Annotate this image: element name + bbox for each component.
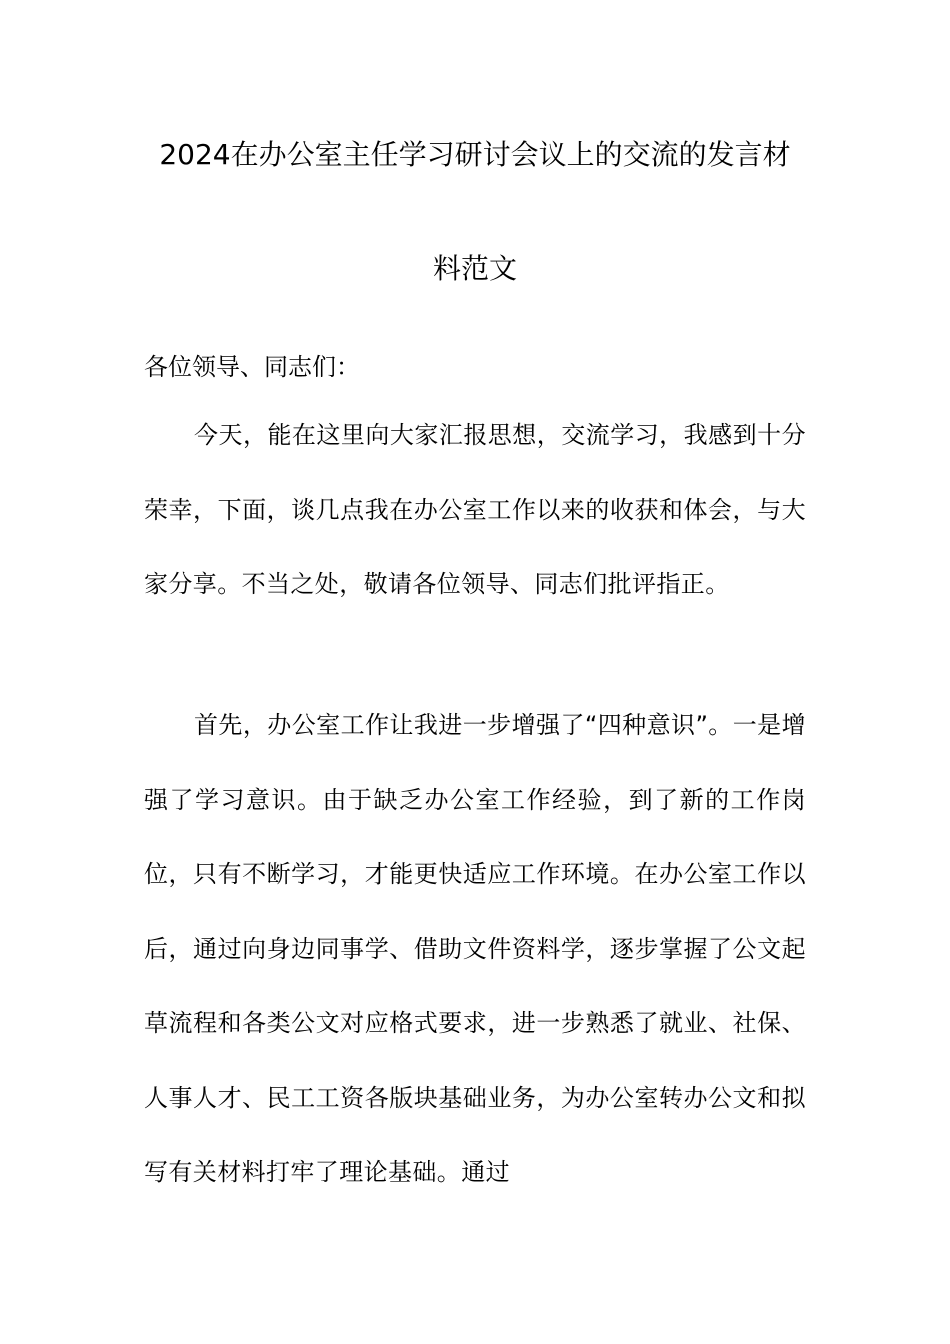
title-line-1: 2024在办公室主任学习研讨会议上的交流的发言材 bbox=[159, 138, 791, 171]
paragraph-2: 首先，办公室工作让我进一步增强了“四种意识”。一是增强了学习意识。由于缺乏办公室工作经验，到了新的工作岗位，只有不断学习，才能更快适应工作环境。在办公室工作以后，通过向身边同事学、借助文件资料学，逐步掌握了公文起草流程和各类公文对应格式要求，进一步熟悉了就业、社保、人事人才、民工工资各版块基础业务，为办公室转办公文和拟写有关材料打牢了理论基础。通过 bbox=[144, 711, 806, 1186]
document-title bbox=[144, 118, 806, 306]
paragraph-1: 今天，能在这里向大家汇报思想，交流学习，我感到十分荣幸，下面，谈几点我在办公室工作以来的收获和体会，与大家分享。不当之处，敬请各位领导、同志们批评指正。 bbox=[144, 421, 806, 598]
title-line-2: 料范文 bbox=[432, 252, 517, 285]
salutation: 各位领导、同志们： bbox=[144, 353, 360, 381]
